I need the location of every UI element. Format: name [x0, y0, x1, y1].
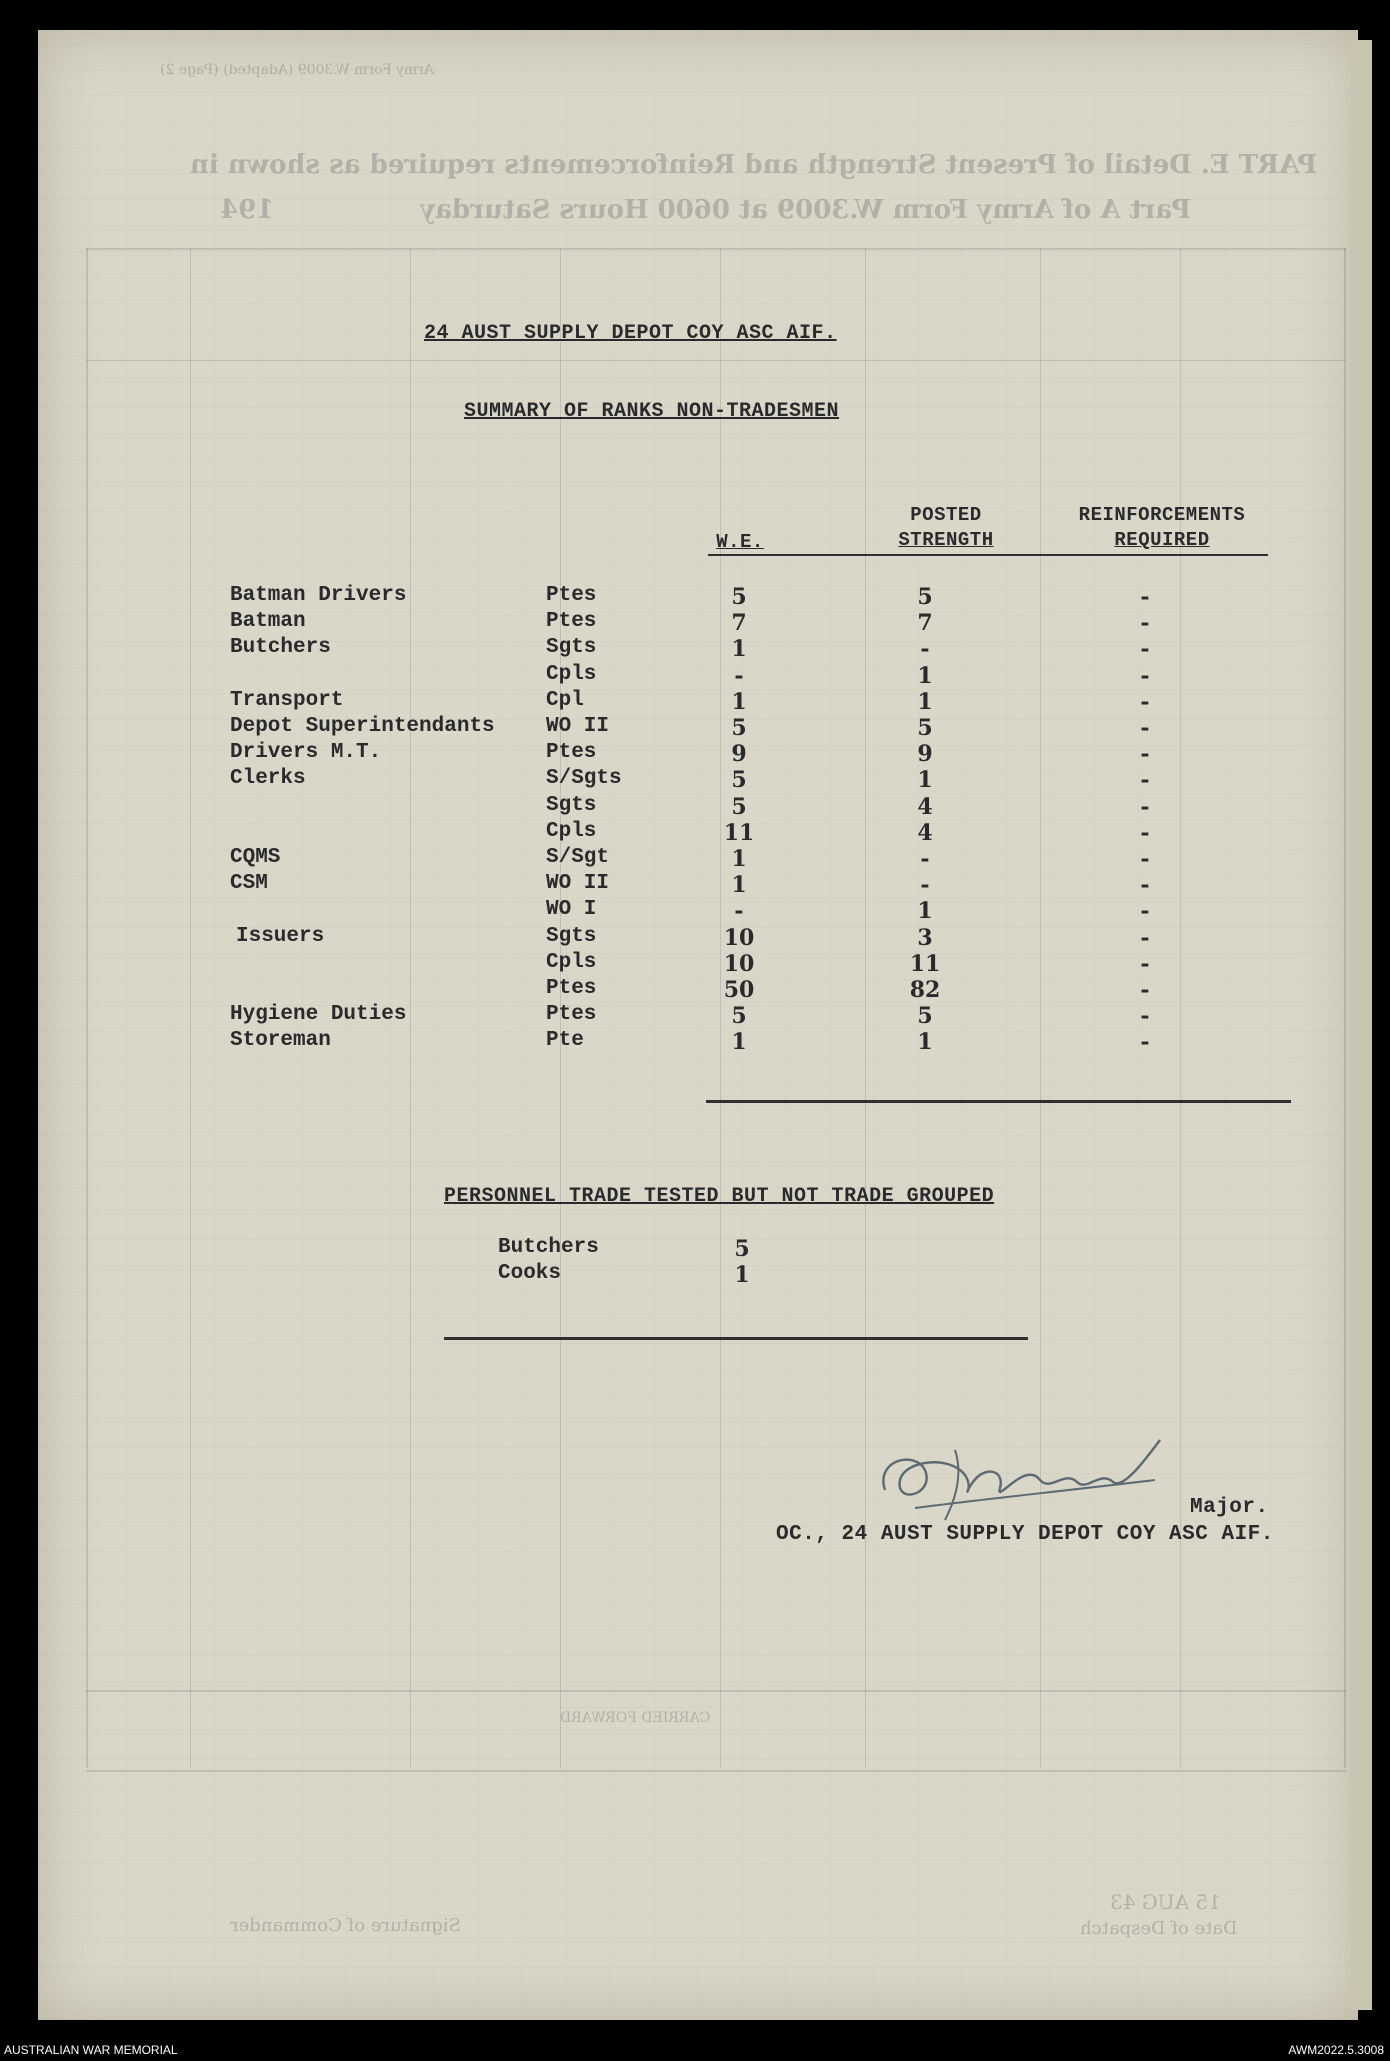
row-posted-value: 3 — [917, 925, 933, 951]
row-posted-value: - — [920, 872, 930, 898]
trade-count: 5 — [734, 1236, 750, 1262]
row-posted-value: 82 — [909, 977, 941, 1003]
document-title: 24 AUST SUPPLY DEPOT COY ASC AIF. — [424, 322, 837, 345]
row-we-value: 5 — [731, 584, 747, 610]
table-row — [0, 1029, 1300, 1055]
row-we-value: 10 — [723, 925, 755, 951]
row-reinforcement-value: - — [1140, 1029, 1150, 1055]
row-rank: WO II — [546, 872, 610, 895]
row-we-value: 10 — [723, 951, 755, 977]
row-posted-value: 1 — [917, 663, 933, 689]
ghost-rule-header — [86, 360, 1346, 361]
row-we-value: 5 — [731, 1003, 747, 1029]
row-posted-value: 5 — [917, 584, 933, 610]
row-reinforcement-value: - — [1140, 846, 1150, 872]
row-group: Batman Drivers — [230, 584, 407, 607]
table-row — [0, 610, 1300, 636]
row-rank: WO II — [546, 715, 610, 738]
table-row — [0, 925, 1300, 951]
row-group: Batman — [230, 610, 306, 633]
row-reinforcement-value: - — [1140, 663, 1150, 689]
row-group: CSM — [230, 872, 268, 895]
footer-archive-name: AUSTRALIAN WAR MEMORIAL — [4, 2043, 178, 2057]
ghost-part-title: PART E. Detail of Present Strength and Reinforcements required as shown in — [190, 150, 1318, 180]
row-group: Butchers — [230, 636, 331, 659]
row-posted-value: 4 — [917, 820, 933, 846]
table-row — [0, 767, 1300, 793]
trade-row — [0, 1236, 1300, 1262]
ghost-col-9 — [1344, 248, 1346, 1768]
table-row — [0, 872, 1300, 898]
table-row — [0, 741, 1300, 767]
col-head-required: REQUIRED — [1114, 529, 1210, 551]
row-rank: Ptes — [546, 584, 597, 607]
row-reinforcement-value: - — [1140, 951, 1150, 977]
row-reinforcement-value: - — [1140, 977, 1150, 1003]
ghost-rule-top — [86, 248, 1346, 250]
row-reinforcement-value: - — [1140, 925, 1150, 951]
row-posted-value: 1 — [917, 689, 933, 715]
table-row — [0, 663, 1300, 689]
row-rank: Sgts — [546, 925, 597, 948]
row-we-value: 1 — [731, 872, 747, 898]
ghost-despatch-date: 15 AUG 43 — [1110, 1890, 1221, 1914]
trade-row — [0, 1262, 1300, 1288]
row-rank: Ptes — [546, 610, 597, 633]
row-we-value: 5 — [731, 715, 747, 741]
table-end-rule — [706, 1100, 1291, 1103]
row-rank: S/Sgt — [546, 846, 610, 869]
row-reinforcement-value: - — [1140, 741, 1150, 767]
row-reinforcement-value: - — [1140, 636, 1150, 662]
footer-reference: AWM2022.5.3008 — [1288, 2043, 1384, 2057]
row-rank: Cpl — [546, 689, 584, 712]
row-reinforcement-value: - — [1140, 689, 1150, 715]
row-group: Drivers M.T. — [230, 741, 382, 764]
row-we-value: 1 — [731, 846, 747, 872]
row-group: Hygiene Duties — [230, 1003, 407, 1026]
row-posted-value: 9 — [917, 741, 933, 767]
row-we-value: 1 — [731, 689, 747, 715]
row-reinforcement-value: - — [1140, 1003, 1150, 1029]
sign-off-unit: OC., 24 AUST SUPPLY DEPOT COY ASC AIF. — [776, 1523, 1274, 1546]
row-rank: Sgts — [546, 636, 597, 659]
row-we-value: 50 — [723, 977, 755, 1003]
table-row — [0, 636, 1300, 662]
row-rank: Ptes — [546, 977, 597, 1000]
row-we-value: 7 — [731, 610, 747, 636]
row-reinforcement-value: - — [1140, 872, 1150, 898]
table-row — [0, 715, 1300, 741]
row-we-value: 9 — [731, 741, 747, 767]
table-row — [0, 898, 1300, 924]
row-posted-value: 1 — [917, 1029, 933, 1055]
footer-bar — [0, 2040, 1390, 2061]
table-row — [0, 1003, 1300, 1029]
sign-off-rank: Major. — [1190, 1496, 1269, 1519]
col-head-we: W.E. — [716, 531, 764, 553]
col-head-strength: STRENGTH — [898, 529, 994, 551]
trade-name: Butchers — [498, 1236, 599, 1259]
row-group: Depot Superintendants — [230, 715, 495, 738]
row-group: Transport — [230, 689, 344, 712]
table-row — [0, 794, 1300, 820]
ghost-rule-bottom — [86, 1690, 1346, 1692]
row-rank: Cpls — [546, 951, 597, 974]
row-we-value: 5 — [731, 767, 747, 793]
signature-mark — [855, 1420, 1185, 1530]
row-rank: WO I — [546, 898, 597, 921]
table-row — [0, 584, 1300, 610]
row-rank: Sgts — [546, 794, 597, 817]
ghost-part-subtitle: Part A of Army Form W.3009 at 0600 Hours Saturday — [420, 195, 1191, 225]
row-reinforcement-value: - — [1140, 610, 1150, 636]
ghost-carried-forward: CARRIED FORWARD — [560, 1710, 711, 1726]
row-rank: Ptes — [546, 741, 597, 764]
row-reinforcement-value: - — [1140, 715, 1150, 741]
row-rank: Cpls — [546, 820, 597, 843]
row-group: CQMS — [230, 846, 281, 869]
row-we-value: - — [734, 663, 744, 689]
col-head-posted: POSTED — [910, 504, 982, 526]
table-row — [0, 689, 1300, 715]
row-posted-value: 1 — [917, 767, 933, 793]
row-posted-value: 7 — [917, 610, 933, 636]
row-posted-value: 5 — [917, 1003, 933, 1029]
table-row — [0, 951, 1300, 977]
row-we-value: 1 — [731, 1029, 747, 1055]
trade-count: 1 — [734, 1262, 750, 1288]
ghost-commander-label: Signature of Commander — [230, 1915, 461, 1936]
row-rank: Ptes — [546, 1003, 597, 1026]
trade-end-rule — [444, 1337, 1028, 1340]
row-reinforcement-value: - — [1140, 898, 1150, 924]
row-posted-value: 5 — [917, 715, 933, 741]
row-we-value: 1 — [731, 636, 747, 662]
row-reinforcement-value: - — [1140, 794, 1150, 820]
sheet-edge — [1350, 40, 1372, 2010]
row-we-value: 11 — [723, 820, 755, 846]
row-reinforcement-value: - — [1140, 820, 1150, 846]
ghost-despatch-label: Date of Despatch — [1080, 1918, 1238, 1939]
row-posted-value: 11 — [909, 951, 941, 977]
row-we-value: 5 — [731, 794, 747, 820]
trade-name: Cooks — [498, 1262, 562, 1285]
row-posted-value: - — [920, 636, 930, 662]
row-posted-value: 4 — [917, 794, 933, 820]
row-reinforcement-value: - — [1140, 767, 1150, 793]
row-rank: Cpls — [546, 663, 597, 686]
row-rank: Pte — [546, 1029, 584, 1052]
row-we-value: - — [734, 898, 744, 924]
ghost-form-ref: Army Form W.3009 (Adapted) (Page 2) — [160, 62, 434, 78]
trade-section-heading: PERSONNEL TRADE TESTED BUT NOT TRADE GROUPED — [444, 1185, 995, 1208]
table-row — [0, 977, 1300, 1003]
row-group: Clerks — [230, 767, 306, 790]
row-posted-value: - — [920, 846, 930, 872]
row-reinforcement-value: - — [1140, 584, 1150, 610]
row-rank: S/Sgts — [546, 767, 622, 790]
header-underline — [708, 554, 1268, 556]
ghost-rule-foot — [86, 1770, 1346, 1772]
ghost-year: 194 — [220, 195, 275, 225]
row-posted-value: 1 — [917, 898, 933, 924]
row-group: Storeman — [230, 1029, 331, 1052]
table-row — [0, 846, 1300, 872]
row-group: Issuers — [236, 925, 325, 948]
section-heading: SUMMARY OF RANKS NON-TRADESMEN — [464, 400, 840, 423]
table-row — [0, 820, 1300, 846]
col-head-reinforcements: REINFORCEMENTS — [1078, 504, 1246, 526]
